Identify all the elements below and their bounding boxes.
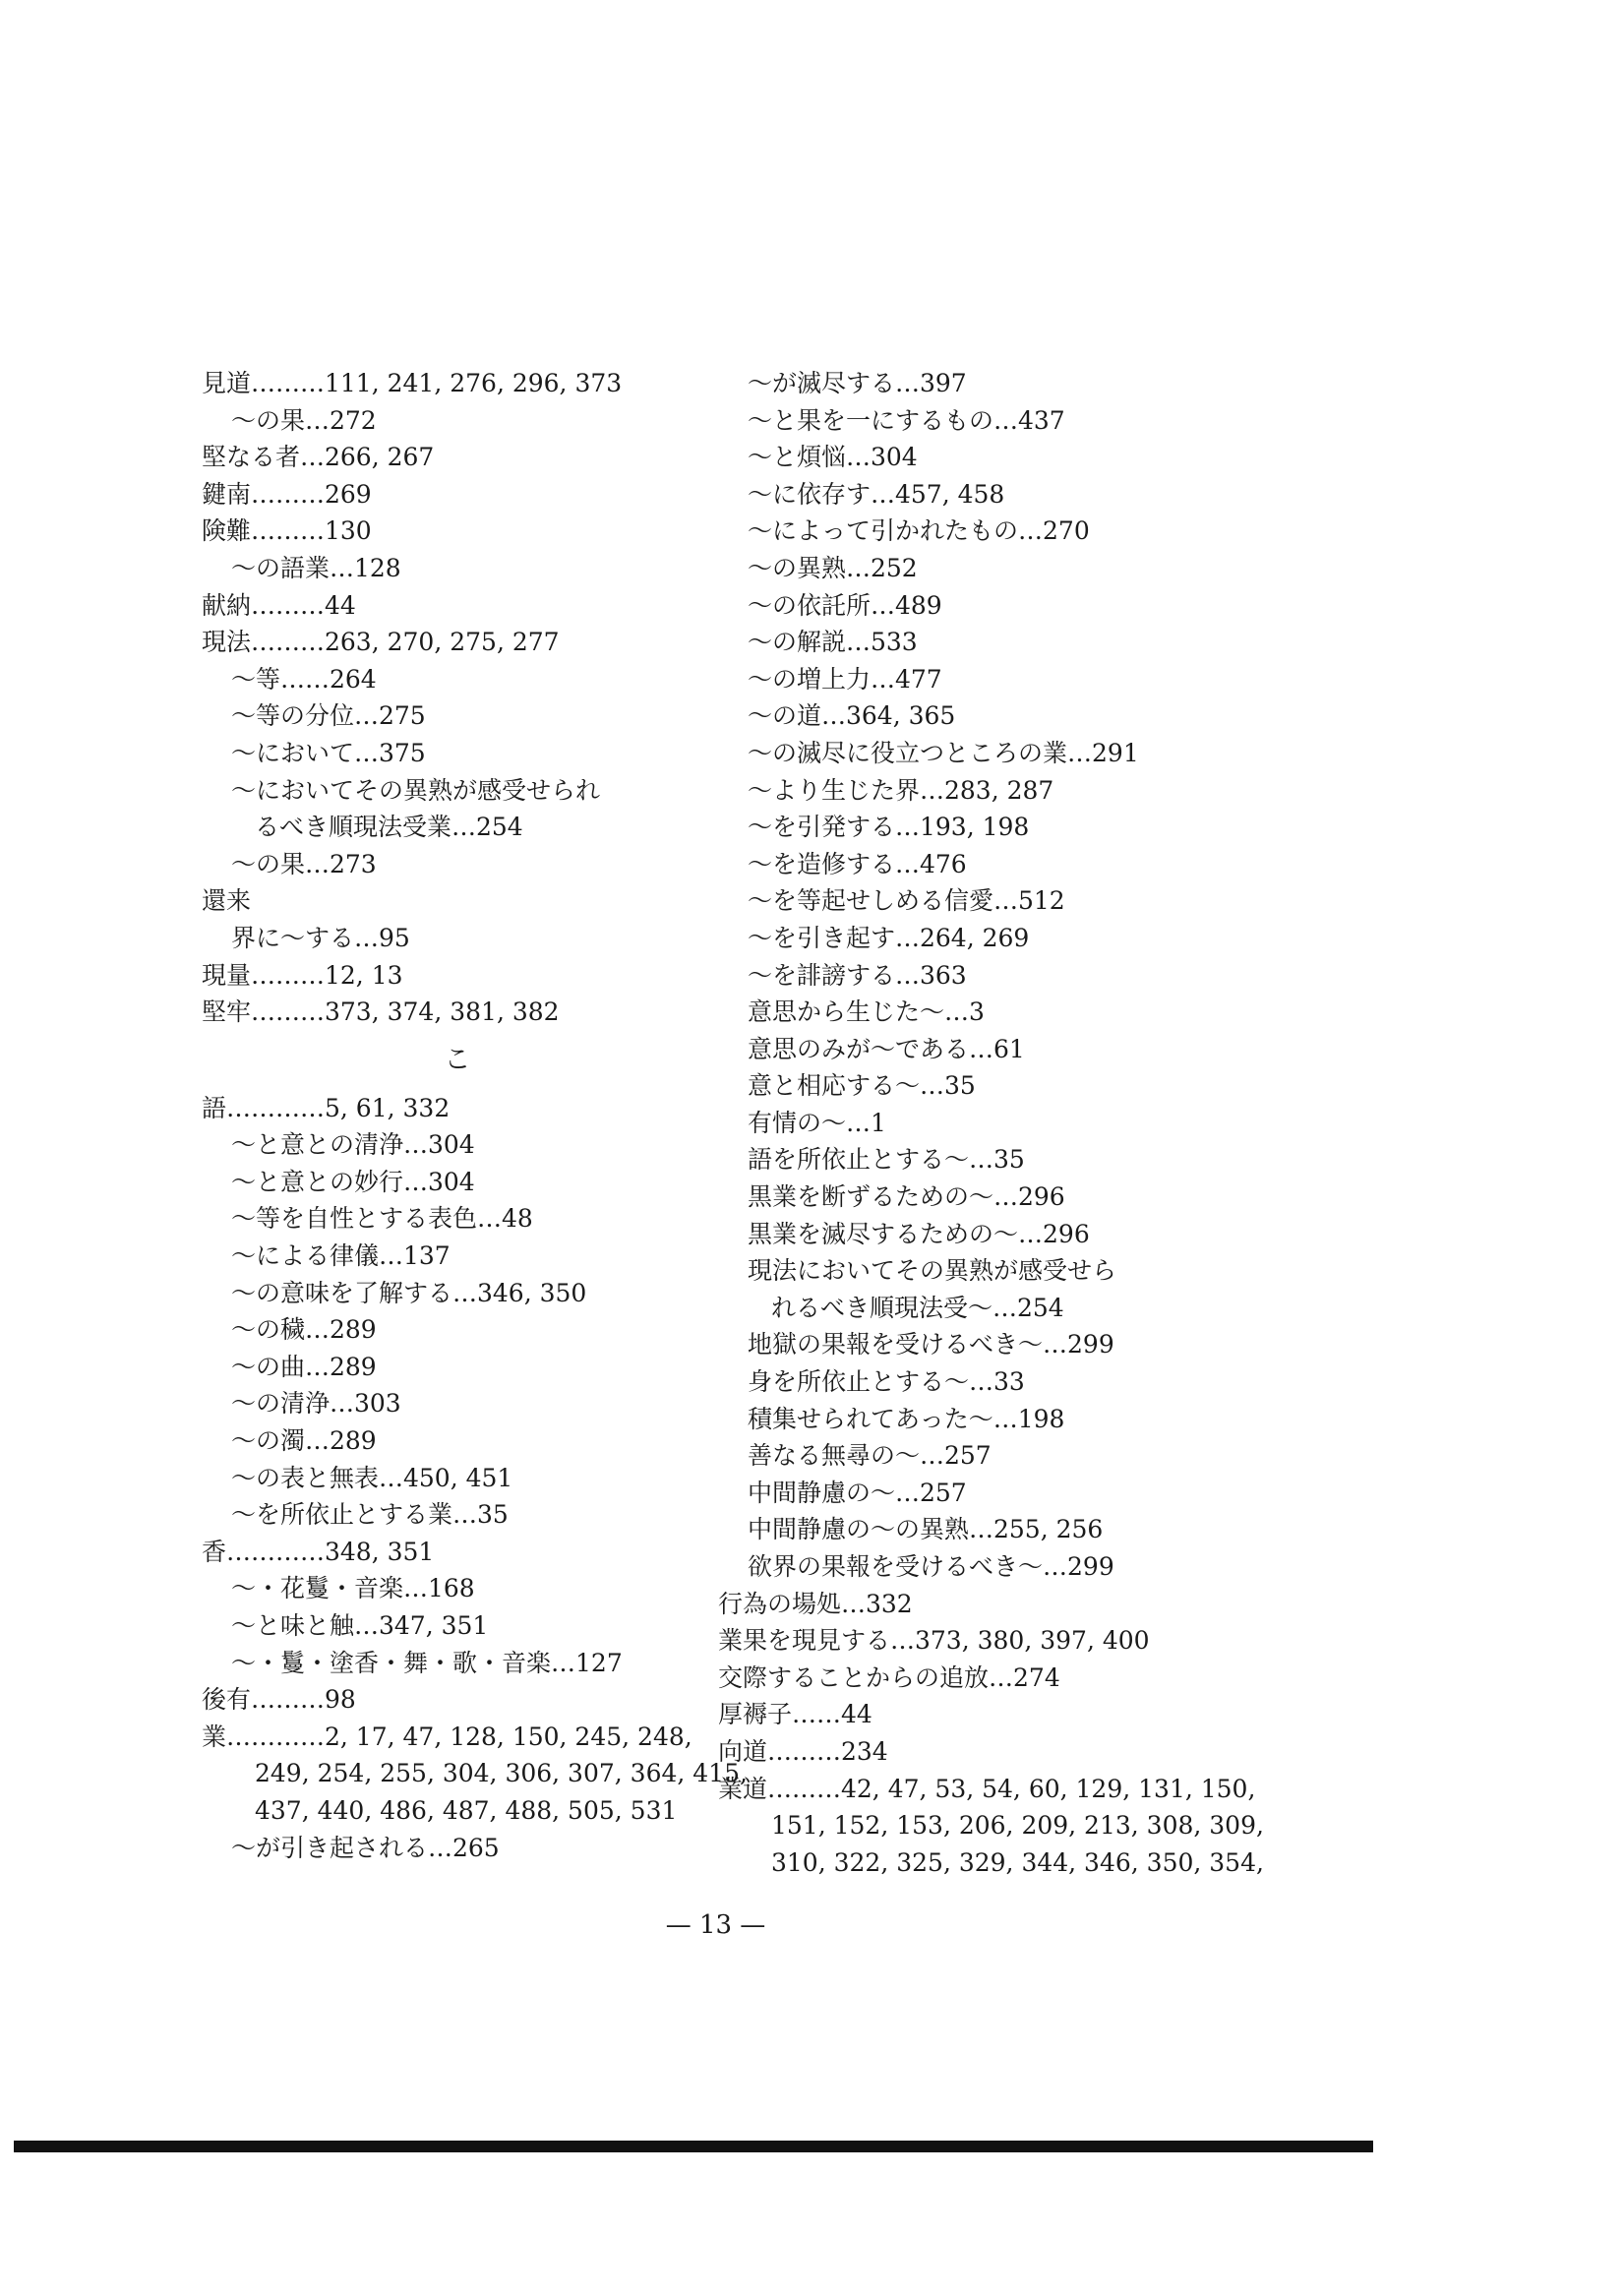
index-subentry: ～・鬘・塗香・舞・歌・音楽…127 [231,1648,623,1677]
index-subentry: ～の表と無表…450, 451 [231,1463,513,1492]
index-entry: 後有………98 [202,1685,356,1715]
index-subentry: ～等の分位…275 [231,701,426,731]
index-subentry: ～において…375 [231,738,426,767]
index-subentry: 有情の～…1 [748,1108,886,1137]
index-subentry: 身を所依止とする～…33 [748,1367,1025,1397]
index-subentry: 中間静慮の～の異熟…255, 256 [748,1515,1104,1544]
index-subentry: 黒業を断ずるための～…296 [748,1182,1065,1212]
index-subentry: 意と相応する～…35 [748,1071,976,1101]
index-entry: 鍵南………269 [202,479,372,509]
index-subentry: ～を誹謗する…363 [748,960,967,990]
index-subentry: ～においてその異熟が感受せられ [231,775,601,805]
index-subentry: ～と味と触…347, 351 [231,1611,489,1640]
index-subentry: ～に依存す…457, 458 [748,479,1005,509]
index-subentry: 中間静慮の～…257 [748,1478,967,1507]
index-entry: 現法………263, 270, 275, 277 [202,628,560,657]
index-subentry: 地獄の果報を受けるべき～…299 [748,1330,1114,1359]
index-entry: 現量………12, 13 [202,960,403,990]
index-subentry: 欲界の果報を受けるべき～…299 [748,1552,1114,1581]
index-subentry: 語を所依止とする～…35 [748,1145,1025,1175]
right-index-column [718,365,1269,1881]
index-subentry: ～が引き起される…265 [231,1833,500,1862]
index-entry: 厚褥子……44 [718,1700,872,1729]
index-subentry: 意思から生じた～…3 [748,997,985,1027]
left-index-column [202,365,748,1866]
index-subentry: ～等を自性とする表色…48 [231,1204,533,1234]
index-subentry: ～が滅尽する…397 [748,369,967,397]
index-subentry: ～と意との清浄…304 [231,1130,475,1160]
index-entry: 険難………130 [202,516,372,546]
index-subentry: ～と果を一にするもの…437 [748,405,1065,435]
index-subentry: ～によって引かれたもの…270 [748,516,1090,546]
index-continuation: れるべき順現法受～…254 [771,1293,1064,1322]
index-subentry: ～を造修する…476 [748,849,967,878]
index-entry: 語…………5, 61, 332 [202,1093,451,1122]
index-subentry: ～の依託所…489 [748,590,942,620]
index-entry: 行為の場処…332 [718,1589,913,1618]
index-subentry: ～等……264 [231,664,377,694]
bottom-rule [14,2141,1373,2152]
index-subentry: 現法においてその異熟が感受せら [748,1256,1117,1286]
index-continuation: るべき順現法受業…254 [255,813,523,842]
section-heading: こ [444,1044,471,1075]
index-entry: 堅牢………373, 374, 381, 382 [202,997,560,1027]
index-entry: 香…………348, 351 [202,1537,435,1566]
index-subentry: 意思のみが～である…61 [748,1034,1025,1063]
index-continuation: 151, 152, 153, 206, 209, 213, 308, 309, [771,1811,1264,1841]
index-entry: 献納………44 [202,590,356,620]
index-subentry: ～の道…364, 365 [748,701,956,731]
index-subentry: ～の濁…289 [231,1426,377,1456]
index-entry: 業…………2, 17, 47, 128, 150, 245, 248, [202,1722,692,1751]
index-subentry: ～の語業…128 [231,553,401,582]
index-subentry: ～の清浄…303 [231,1389,401,1419]
index-continuation: 310, 322, 325, 329, 344, 346, 350, 354, [771,1847,1264,1877]
index-entry: 交際することからの追放…274 [718,1662,1060,1692]
index-subentry: ～を引発する…193, 198 [748,813,1030,842]
index-subentry: ～の滅尽に役立つところの業…291 [748,738,1139,767]
index-subentry: ～・花鬘・音楽…168 [231,1574,475,1603]
index-entry: 見道………111, 241, 276, 296, 373 [202,369,623,397]
index-subentry: ～の異熟…252 [748,553,918,582]
index-subentry: ～の増上力…477 [748,664,942,694]
index-subentry: 黒業を滅尽するための～…296 [748,1219,1090,1248]
index-subentry: ～を等起せしめる信愛…512 [748,886,1065,916]
index-subentry: ～を引き起す…264, 269 [748,923,1030,952]
index-subentry: ～の果…272 [231,405,377,435]
index-subentry: ～の解説…533 [748,628,918,657]
index-entry: 業果を現見する…373, 380, 397, 400 [718,1626,1150,1656]
index-entry: 堅なる者…266, 267 [202,443,435,472]
index-subentry: 界に～する…95 [231,923,410,952]
index-subentry: ～の意味を了解する…346, 350 [231,1278,587,1307]
index-continuation: 249, 254, 255, 304, 306, 307, 364, 415, [255,1759,748,1788]
index-subentry: 積集せられてあった～…198 [748,1404,1065,1433]
index-continuation: 437, 440, 486, 487, 488, 505, 531 [255,1795,678,1825]
index-subentry: ～と煩悩…304 [748,443,918,472]
index-entry: 向道………234 [718,1736,888,1766]
index-subentry: ～の果…273 [231,849,377,878]
index-subentry: ～の穢…289 [231,1315,377,1345]
index-entry: 還来 [202,886,252,916]
index-subentry: ～を所依止とする業…35 [231,1500,509,1530]
index-subentry: ～と意との妙行…304 [231,1167,475,1196]
index-subentry: ～の曲…289 [231,1352,377,1381]
index-subentry: ～より生じた界…283, 287 [748,775,1054,805]
index-subentry: ～による律儀…137 [231,1241,451,1271]
index-subentry: 善なる無尋の～…257 [748,1441,992,1471]
page-number: — 13 — [665,1910,766,1940]
index-entry: 業道………42, 47, 53, 54, 60, 129, 131, 150, [718,1774,1256,1803]
